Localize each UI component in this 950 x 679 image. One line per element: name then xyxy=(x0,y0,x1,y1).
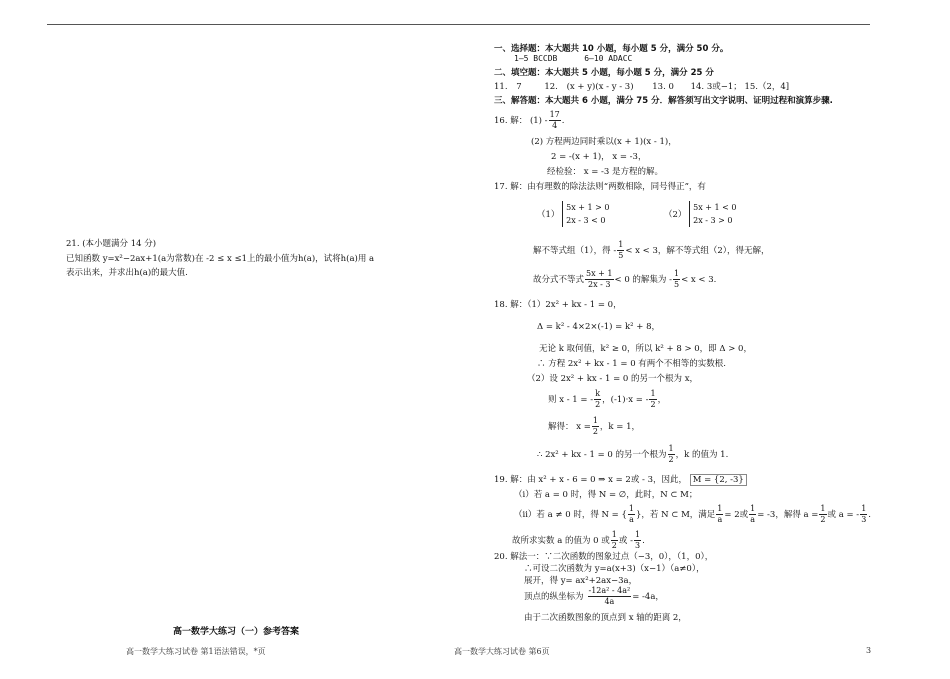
q21-line1: 已知函数 y=x²−2ax+1(a为常数)在 -2 ≤ x ≤1上的最小值为h(a)，试将h(a)用 a xyxy=(66,254,375,264)
section3-title: 三、解答题：本大题共 6 小题，满分 75 分．解答须写出文字说明、证明过程和演算步骤. xyxy=(494,96,833,106)
q20-l4-b: = -4a， xyxy=(632,592,664,602)
page-number: 3 xyxy=(866,646,872,655)
q19-l2-numerator3: 1 xyxy=(750,504,756,513)
q18-l7-fraction xyxy=(668,444,675,465)
q16-part2-line3: 经检验： x = -3 是方程的解。 xyxy=(547,167,664,177)
q21-line2: 表示出来，并求出h(a)的最大值. xyxy=(66,268,188,278)
q18-l5-b: ，(-1)·x = - xyxy=(602,395,649,405)
q19-l2-numerator: 1 xyxy=(628,504,635,513)
section2-answers xyxy=(494,80,789,92)
q18-l6-b: ，k = 1， xyxy=(599,422,641,432)
q19-l3-denominator2: 3 xyxy=(634,541,641,550)
q19-set-m: M = {2, -3} xyxy=(690,474,747,486)
q17-system2 xyxy=(664,201,736,227)
q19-l2-numerator4: 1 xyxy=(820,504,826,513)
q19-l2-fraction3 xyxy=(749,504,756,525)
q16-part1 xyxy=(494,110,564,131)
q19-l2-fraction5 xyxy=(860,504,867,525)
q16-denominator: 4 xyxy=(552,121,558,130)
section2-title: 二、填空题：本大题共 5 小题，每小题 5 分，满分 25 分 xyxy=(494,68,714,78)
q18-l6-a: 解得： x = xyxy=(548,422,591,432)
q19-l2-fraction xyxy=(628,504,635,525)
q16-part2: (2) 方程两边同时乘以(x + 1)(x - 1)， xyxy=(531,137,677,147)
q17-system1-brace xyxy=(562,201,609,227)
q18-line1: Δ = k² - 4×2×(-1) = k² + 8， xyxy=(537,322,660,332)
answer-15: 15.（2，4] xyxy=(744,82,790,92)
q17-s2-numerator: 5x + 1 xyxy=(586,269,613,278)
answer-11-value: 7 xyxy=(516,82,522,92)
q18-line6 xyxy=(548,416,640,437)
q17-system2-ineq-a: 5x + 1 < 0 xyxy=(693,203,737,212)
q18-l5-denominator2: 2 xyxy=(650,400,656,409)
q18-l6-denominator: 2 xyxy=(592,427,598,436)
q20-l4-a: 顶点的纵坐标为 xyxy=(524,592,584,602)
q19-l2-fraction4 xyxy=(819,504,826,525)
right-footer: 高一数学大练习试卷 第6页 xyxy=(454,647,550,656)
q18-l5-numerator: k xyxy=(595,389,601,398)
q18-line2: 无论 k 取何值，k² ≥ 0，所以 k² + 8 > 0，即 Δ > 0， xyxy=(539,344,752,354)
q17-intro: 17. 解：由有理数的除法法则“两数相除，同号得正”，有 xyxy=(494,182,706,192)
q20-l4-denominator: 4a xyxy=(604,597,615,606)
q19-l2-denominator: a xyxy=(629,515,634,524)
q18-l6-numerator: 1 xyxy=(592,416,598,425)
q17-s1-fraction xyxy=(617,240,624,261)
q20-line5: 由于二次函数图象的顶点到 x 轴的距离 2， xyxy=(524,613,687,623)
q18-l5-fraction xyxy=(594,389,601,410)
q18-l7-b: ，k 的值为 1. xyxy=(675,450,729,460)
q17-solution1 xyxy=(533,240,770,261)
q18-l6-fraction xyxy=(592,416,599,437)
q17-solution2 xyxy=(533,269,716,290)
q19-line3 xyxy=(512,530,645,551)
q19-l3-b: 或 - xyxy=(618,536,633,546)
q21-header xyxy=(66,237,156,249)
q17-s2-fraction2 xyxy=(673,269,680,290)
q18-line4: （2）设 2x² + kx - 1 = 0 的另一个根为 x， xyxy=(527,374,699,384)
q20-line3: 展开，得 y= ax²+2ax−3a， xyxy=(524,576,638,586)
q16-numerator: 17 xyxy=(549,110,560,119)
q19-l2-denominator2: a xyxy=(717,515,723,524)
q17-system2-brace xyxy=(689,201,736,227)
q17-system2-ineq-b: 2x - 3 > 0 xyxy=(693,216,733,225)
q17-s1-prefix: 解不等式组（1），得 - xyxy=(533,246,617,256)
q19-l3-c: . xyxy=(642,536,645,546)
q19-l3-fraction2 xyxy=(634,530,641,551)
q19-l3-numerator2: 1 xyxy=(634,530,641,539)
q19-line2 xyxy=(514,504,871,525)
q18-line5 xyxy=(548,389,666,410)
q20-l4-fraction xyxy=(588,586,632,607)
q18-line3: ∴ 方程 2x² + kx - 1 = 0 有两个不相等的实数根. xyxy=(537,359,727,369)
q17-system1-ineq-a: 5x + 1 > 0 xyxy=(566,203,610,212)
q16-fraction xyxy=(549,110,561,131)
answer-14: 14. 3或−1； xyxy=(690,82,742,92)
q19-l2-numerator5: 1 xyxy=(861,504,867,513)
section1-answers xyxy=(514,54,632,63)
answer-12-number: 12. xyxy=(544,82,558,92)
q17-s2-denominator2: 5 xyxy=(674,280,680,289)
q17-s2-mid: < 0 的解集为 - xyxy=(614,275,673,285)
q16-label: 16. 解： xyxy=(494,116,528,126)
q19-l3-numerator: 1 xyxy=(611,530,617,539)
q19-l3-fraction xyxy=(611,530,618,551)
q18-l7-numerator: 1 xyxy=(668,444,674,453)
q17-s1-suffix: < x < 3，解不等式组（2），得无解， xyxy=(625,246,770,256)
q19-l2-d: = -3，解得 a = xyxy=(757,510,819,520)
q19-label: 19. 解：由 x² + x - 6 = 0 ⇒ x = 2或 - 3，因此， xyxy=(494,475,687,485)
q17-system1 xyxy=(537,201,609,227)
answer-13: 13. 0 xyxy=(652,82,674,92)
q17-s1-numerator: 1 xyxy=(618,240,624,249)
answer-11-number: 11. xyxy=(494,82,508,92)
q19-l3-a: 故所求实数 a 的值为 0 或 xyxy=(512,536,610,546)
q19-l2-c: = 2或 xyxy=(724,510,749,520)
q17-system1-ineq-b: 2x - 3 < 0 xyxy=(566,216,606,225)
q17-system2-label: （2） xyxy=(664,210,687,220)
q17-s2-suffix: < x < 3. xyxy=(681,275,717,285)
section1-title: 一、选择题：本大题共 10 小题，每小题 5 分，满分 50 分。 xyxy=(494,44,729,54)
top-rule xyxy=(47,24,870,25)
q18-l5-c: ， xyxy=(657,395,667,405)
q19-l2-denominator5: 3 xyxy=(861,515,867,524)
q21-number: 21. xyxy=(66,239,80,249)
q17-s2-numerator2: 1 xyxy=(674,269,680,278)
q18-l5-fraction2 xyxy=(649,389,656,410)
answers-6-10: 6—10 ADACC xyxy=(584,54,633,63)
q19-l2-a: （ii）若 a ≠ 0 时，得 N = { xyxy=(514,510,627,520)
q19-l2-f: . xyxy=(868,510,871,520)
q16-part2-line2: 2 = -(x + 1)， x = -3， xyxy=(551,152,647,162)
q17-s2-prefix: 故分式不等式 xyxy=(533,275,585,285)
q18-line7 xyxy=(537,444,728,465)
q19-intro xyxy=(494,473,747,485)
q19-l2-numerator2: 1 xyxy=(717,504,723,513)
q19-l2-e: 或 a = - xyxy=(827,510,860,520)
q20-l4-numerator: -12a² - 4a² xyxy=(588,586,631,595)
q17-s2-fraction xyxy=(585,269,613,290)
q19-line1: （i）若 a = 0 时，得 N = ∅，此时，N ⊂ M； xyxy=(514,490,698,500)
q19-l2-b: }，若 N ⊂ M，满足 xyxy=(636,510,716,520)
q16-part1-suffix: . xyxy=(561,116,565,126)
q20-line1: 20. 解法一：∵二次函数的图象过点（−3，0），（1，0）， xyxy=(494,552,714,562)
q18-l5-denominator: 2 xyxy=(595,400,601,409)
answer-12-value: (x + y)(x - y - 3) xyxy=(566,82,634,92)
q21-title: (本小题满分 14 分) xyxy=(82,239,157,249)
q17-s1-denominator: 5 xyxy=(618,251,624,260)
q19-l2-fraction2 xyxy=(716,504,723,525)
answer-title: 高一数学大练习（一）参考答案 xyxy=(173,627,300,637)
q19-l2-denominator3: a xyxy=(750,515,756,524)
q18-l7-a: ∴ 2x² + kx - 1 = 0 的另一个根为 xyxy=(537,450,667,460)
q18-l5-numerator2: 1 xyxy=(650,389,656,398)
answers-1-5: 1—5 BCCDB xyxy=(514,54,558,63)
q19-l2-denominator4: 2 xyxy=(820,515,826,524)
q19-l3-denominator: 2 xyxy=(611,541,617,550)
q17-system1-label: （1） xyxy=(537,210,560,220)
q18-part1: 18. 解：（1）2x² + kx - 1 = 0， xyxy=(494,300,622,310)
q17-s2-denominator: 2x - 3 xyxy=(588,280,611,289)
q16-part1-prefix: (1) - xyxy=(529,116,548,126)
q20-line2: ∴可设二次函数为 y=a(x+3)（x−1）（a≠0）， xyxy=(524,564,705,574)
q18-l7-denominator: 2 xyxy=(668,455,674,464)
left-footer: 高一数学大练习试卷 第1语法错误，*页 xyxy=(126,647,266,656)
q18-l5-a: 则 x - 1 = - xyxy=(548,395,594,405)
q20-line4 xyxy=(524,586,664,607)
